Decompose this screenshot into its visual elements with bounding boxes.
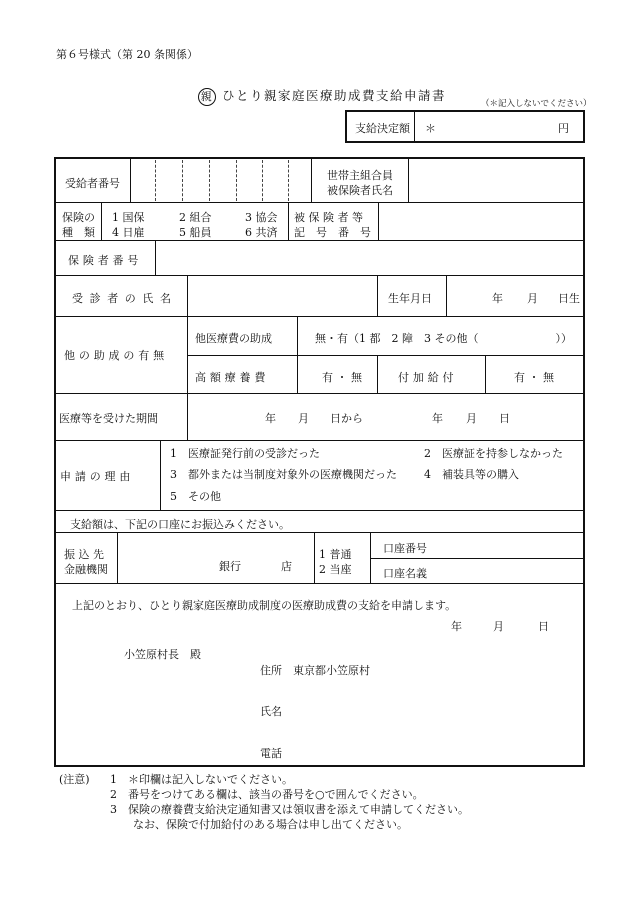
account-number-label: 口座番号	[383, 542, 427, 555]
insurance-type-line1: 保険の	[62, 211, 95, 224]
period-from-year: 年	[265, 412, 276, 425]
payment-prefix: ＊	[425, 122, 436, 135]
note-4: なお、保険で付加給付のある場合は申し出てください。	[133, 818, 408, 831]
branch-word: 店	[281, 560, 292, 573]
patient-name-label: 受診者の氏名	[72, 292, 178, 305]
birth-day-unit: 日生	[558, 292, 580, 305]
insured-code-line2: 記 号 番 号	[294, 226, 371, 239]
phone-label: 電話	[260, 747, 282, 760]
phone-input[interactable]	[290, 737, 560, 761]
birthdate-label: 生年月日	[388, 292, 432, 305]
applicant-name-input[interactable]	[290, 695, 560, 719]
branch-name-input[interactable]	[241, 535, 277, 581]
address-value: 東京都小笠原村	[293, 664, 370, 677]
bank-name-input[interactable]	[120, 535, 212, 581]
payment-amount-field[interactable]	[418, 112, 553, 140]
account-number-input[interactable]	[440, 535, 580, 556]
high-cost-yes-no[interactable]: 有 ・ 無	[322, 371, 362, 384]
reason-option-1[interactable]: 1 医療証発行前の受診だった	[170, 447, 320, 460]
note-3: 3 保険の療養費支給決定通知書又は領収書を添えて申請してください。	[110, 803, 469, 816]
household-head-line1: 世帯主組合員	[327, 169, 393, 182]
bank-label-line1: 振 込 先	[64, 548, 104, 561]
insured-code-line1: 被 保 険 者 等	[294, 211, 363, 224]
ins-option-5[interactable]: 5 船員	[179, 226, 212, 239]
insurer-number-label: 保険者番号	[68, 254, 143, 267]
reason-label: 申請の理由	[60, 470, 135, 483]
notes-heading: (注意)	[59, 773, 90, 786]
form-title: ひとり親家庭医療助成費支給申請書	[222, 88, 447, 103]
account-type-2[interactable]: 2 当座	[319, 563, 352, 576]
ins-option-3[interactable]: 3 協会	[245, 211, 278, 224]
declaration-month: 月	[493, 620, 504, 633]
declaration-day: 日	[538, 620, 549, 633]
period-label: 医療等を受けた期間	[59, 412, 158, 425]
insurer-number-input[interactable]	[158, 243, 581, 273]
household-head-name-input[interactable]	[411, 160, 581, 201]
note-1: 1 ＊印欄は記入しないでください。	[110, 773, 293, 786]
household-head-line2: 被保険者氏名	[327, 184, 393, 197]
patient-name-input[interactable]	[190, 278, 374, 314]
reason-option-3[interactable]: 3 都外または当制度対象外の医療機関だった	[170, 468, 397, 481]
declaration-text: 上記のとおり、ひとり親家庭医療助成制度の医療助成費の支給を申請します。	[72, 599, 457, 612]
other-medical-label: 他医療費の助成	[195, 332, 272, 345]
recipient-number-input[interactable]	[133, 160, 309, 201]
reason-option-5[interactable]: 5 その他	[170, 490, 221, 503]
bank-word: 銀行	[219, 560, 241, 573]
other-medical-options[interactable]: 無・有（1 都 2 障 3 その他（ ））	[315, 332, 572, 345]
recipient-number-label: 受給者番号	[65, 177, 120, 190]
reason-option-4[interactable]: 4 補装具等の購入	[424, 468, 519, 481]
other-aid-label: 他の助成の有無	[64, 349, 168, 362]
reason-option-2[interactable]: 2 医療証を持参しなかった	[424, 447, 563, 460]
birth-year-unit: 年	[492, 292, 503, 305]
period-to-month: 月	[466, 412, 477, 425]
ins-option-1[interactable]: 1 国保	[112, 211, 145, 224]
ins-option-6[interactable]: 6 共済	[245, 226, 278, 239]
account-name-input[interactable]	[440, 560, 580, 581]
form-title-wrap	[198, 86, 446, 106]
account-name-label: 口座名義	[383, 567, 427, 580]
account-type-1[interactable]: 1 普通	[319, 548, 352, 561]
form-number: 第６号様式（第 20 条関係）	[56, 48, 198, 61]
period-from-day: 日から	[330, 412, 363, 425]
period-to-year: 年	[432, 412, 443, 425]
address-label: 住所	[260, 664, 282, 677]
declaration-year: 年	[451, 620, 462, 633]
note-do-not-fill: （＊記入しないでください）	[481, 99, 592, 109]
additional-benefit-yes-no[interactable]: 有 ・ 無	[514, 371, 554, 384]
ins-option-2[interactable]: 2 組合	[179, 211, 212, 224]
birth-month-unit: 月	[527, 292, 538, 305]
applicant-name-label: 氏名	[260, 705, 282, 718]
period-from-month: 月	[298, 412, 309, 425]
transfer-note: 支給額は、下記の口座にお振込みください。	[70, 518, 290, 531]
high-cost-label: 高額療養費	[195, 371, 270, 384]
parent-mark-icon: 親	[198, 88, 216, 106]
bank-label-line2: 金融機関	[64, 563, 108, 576]
ins-option-4[interactable]: 4 日雇	[112, 226, 145, 239]
insured-code-input[interactable]	[381, 205, 581, 238]
insurance-type-line2: 種 類	[62, 226, 95, 239]
addressee: 小笠原村長 殿	[124, 648, 201, 661]
note-2: 2 番号をつけてある欄は、該当の番号を○で囲んでください。	[110, 788, 424, 801]
additional-benefit-label: 付加給付	[398, 371, 458, 384]
payment-unit: 円	[558, 122, 569, 135]
period-to-day: 日	[499, 412, 510, 425]
payment-label: 支給決定額	[355, 122, 410, 135]
